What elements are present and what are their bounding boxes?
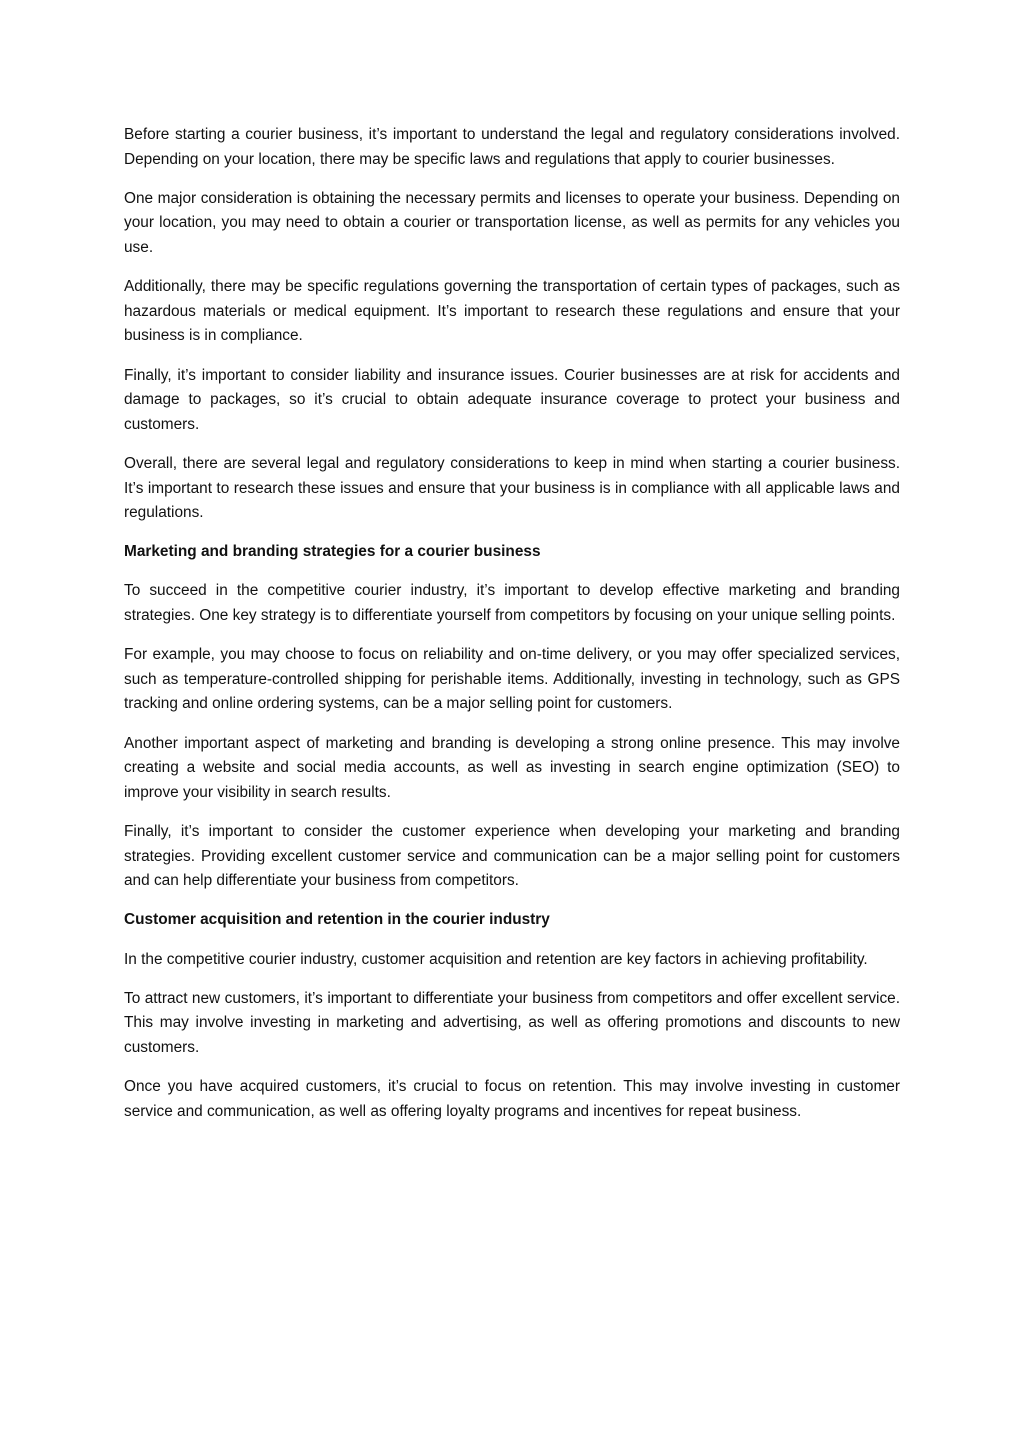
paragraph-customer-experience: Finally, it’s important to consider the customer experience when developing your marketing and branding strategies. Providing excellent customer service and communication can be a major selling point for customers and can help differentiate your business from competitors. — [124, 823, 900, 890]
section-heading-marketing: Marketing and branding strategies for a courier business — [124, 543, 541, 561]
paragraph-liability: Finally, it’s important to consider liability and insurance issues. Courier businesses are at risk for accidents and damage to packages, so it’s crucial to obtain adequate insurance coverage to protect your business and customers. — [124, 366, 900, 433]
paragraph-retention: Once you have acquired customers, it’s crucial to focus on retention. This may involve investing in customer service and communication, as well as offering loyalty programs and incentives for repeat business. — [124, 1078, 900, 1120]
paragraph-marketing-example: For example, you may choose to focus on reliability and on-time delivery, or you may offer specialized services, such as temperature-controlled shipping for perishable items. Additionally, investing in technology, such as GPS tracking and online ordering systems, can be a major selling point for customers. — [124, 646, 900, 713]
section-heading-acquisition: Customer acquisition and retention in the courier industry — [124, 911, 550, 929]
document-page — [124, 123, 900, 1139]
paragraph-acquisition-intro: In the competitive courier industry, customer acquisition and retention are key factors in achieving profitability. — [124, 950, 868, 968]
paragraph-online-presence: Another important aspect of marketing and branding is developing a strong online presence. This may involve creating a website and social media accounts, as well as investing in search engine optimization (SEO) to improve your visibility in search results. — [124, 734, 900, 801]
paragraph-legal-intro: Before starting a courier business, it’s important to understand the legal and regulatory considerations involved. Depending on your location, there may be specific laws and regulations that apply to courier businesses. — [124, 126, 900, 168]
paragraph-legal-overall: Overall, there are several legal and regulatory considerations to keep in mind when starting a courier business. It’s important to research these issues and ensure that your business is in compliance with all applicable laws and regulations. — [124, 454, 900, 522]
paragraph-regulations: Additionally, there may be specific regulations governing the transportation of certain types of packages, such as hazardous materials or medical equipment. It’s important to research these regulations and ensure that your business is in compliance. — [124, 278, 900, 345]
paragraph-permits: One major consideration is obtaining the necessary permits and licenses to operate your business. Depending on your location, you may need to obtain a courier or transportation license, as well as permits for any vehicles you use. — [124, 189, 900, 256]
paragraph-attract-customers: To attract new customers, it’s important to differentiate your business from competitors and offer excellent service. This may involve investing in marketing and advertising, as well as offering promotions and discounts to new customers. — [124, 989, 900, 1056]
paragraph-marketing-intro: To succeed in the competitive courier industry, it’s important to develop effective marketing and branding strategies. One key strategy is to differentiate yourself from competitors by focusing on your unique selling points. — [124, 582, 900, 625]
